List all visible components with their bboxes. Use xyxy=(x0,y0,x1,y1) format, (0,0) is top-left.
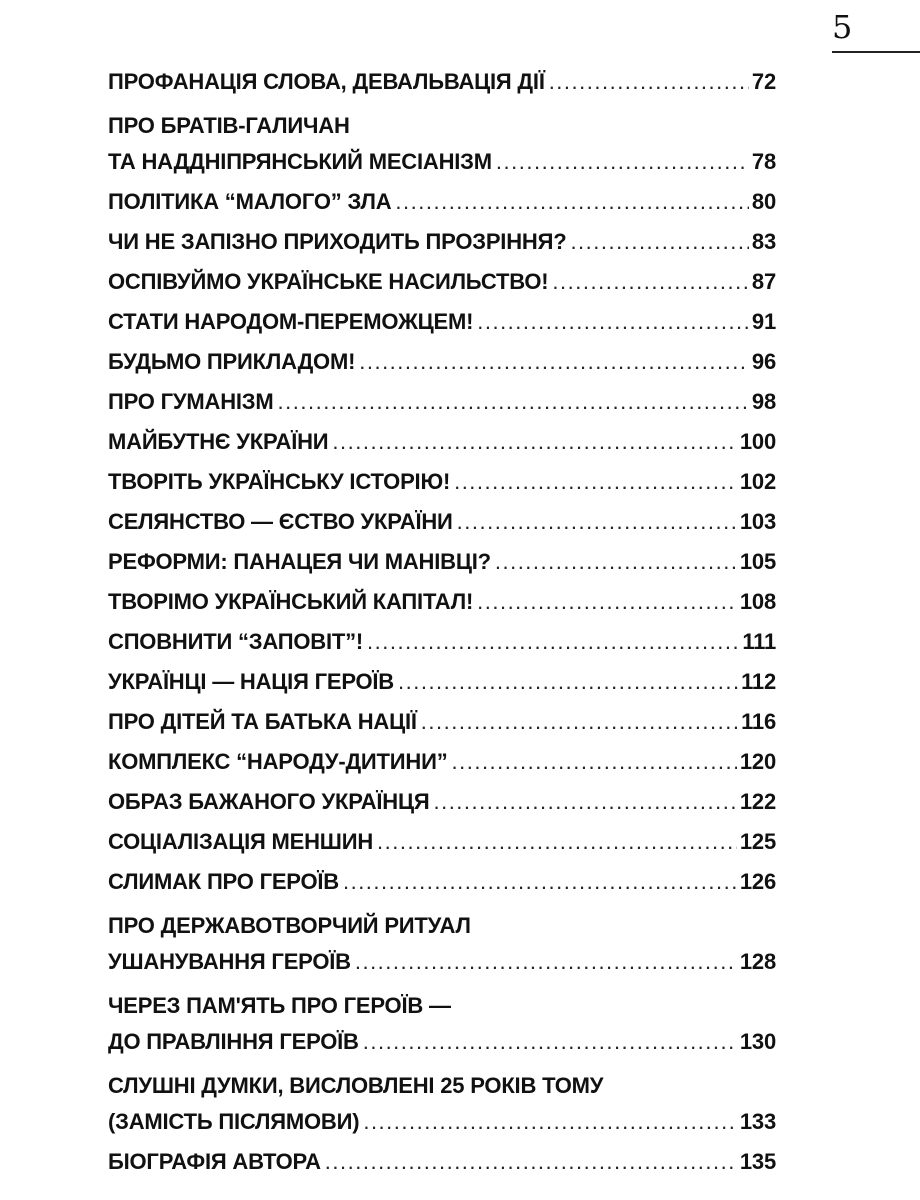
toc-dot-leader xyxy=(495,548,737,576)
toc-entry-line xyxy=(108,588,776,616)
toc-entry-page-number: 130 xyxy=(739,1029,776,1054)
toc-entry xyxy=(108,1148,776,1176)
toc-entry-page-number: 72 xyxy=(751,69,776,94)
toc-entry xyxy=(108,388,776,416)
page-number: 5 xyxy=(832,8,853,46)
toc-entry-title: УКРАЇНЦІ — НАЦІЯ ГЕРОЇВ xyxy=(108,669,394,694)
toc-entry-line xyxy=(108,188,776,216)
toc-entry-page-number: 122 xyxy=(739,789,776,814)
toc-entry xyxy=(108,508,776,536)
page-number-rule xyxy=(832,51,920,53)
toc-dot-leader xyxy=(359,348,749,376)
toc-entry-page-number: 108 xyxy=(739,589,776,614)
toc-entry-page-number: 103 xyxy=(739,509,776,534)
toc-entry xyxy=(108,188,776,216)
toc-entry-title: СОЦІАЛІЗАЦІЯ МЕНШИН xyxy=(108,829,374,854)
toc-entry-title: ПРОФАНАЦІЯ СЛОВА, ДЕВАЛЬВАЦІЯ ДІЇ xyxy=(108,69,545,94)
toc-dot-leader xyxy=(454,468,737,496)
toc-entry xyxy=(108,868,776,896)
toc-entry-title: МАЙБУТНЄ УКРАЇНИ xyxy=(108,429,329,454)
toc-entry-page-number: 125 xyxy=(739,829,776,854)
toc-dot-leader xyxy=(343,868,737,896)
toc-entry-line xyxy=(108,68,776,96)
toc-entry-title: КОМПЛЕКС “НАРОДУ-ДИТИНИ” xyxy=(108,749,448,774)
toc-entry-title-line: ПРО БРАТІВ-ГАЛИЧАН xyxy=(108,113,350,138)
toc-entry-title: ПРО ДІТЕЙ ТА БАТЬКА НАЦІЇ xyxy=(108,709,417,734)
toc-entry-page-number: 102 xyxy=(739,469,776,494)
toc-entry-page-number: 133 xyxy=(739,1109,776,1134)
toc-entry xyxy=(108,668,776,696)
toc-dot-leader xyxy=(325,1148,737,1176)
toc-entry-page-number: 116 xyxy=(741,709,776,734)
toc-dot-leader xyxy=(395,188,749,216)
toc-entry-line xyxy=(108,628,776,656)
toc-entry-line xyxy=(108,388,776,416)
toc-dot-leader xyxy=(477,308,749,336)
toc-entry-title: ТВОРІТЬ УКРАЇНСЬКУ ІСТОРІЮ! xyxy=(108,469,451,494)
toc-dot-leader xyxy=(570,228,748,256)
toc-dot-leader xyxy=(433,788,736,816)
toc-entry-line xyxy=(108,748,776,776)
toc-entry-page-number: 78 xyxy=(751,149,776,174)
toc-entry-title: ТА НАДДНІПРЯНСЬКИЙ МЕСІАНІЗМ xyxy=(108,149,492,174)
toc-entry-title: СЛИМАК ПРО ГЕРОЇВ xyxy=(108,869,339,894)
toc-entry-page-number: 111 xyxy=(742,629,776,654)
toc-entry xyxy=(108,228,776,256)
toc-entry-page-number: 98 xyxy=(751,389,776,414)
toc-entry-line xyxy=(108,1028,776,1056)
toc-entry-title: ПОЛІТИКА “МАЛОГО” ЗЛА xyxy=(108,189,392,214)
toc-dot-leader xyxy=(457,508,737,536)
toc-entry-title-line: ПРО ДЕРЖАВОТВОРЧИЙ РИТУАЛ xyxy=(108,913,471,938)
toc-entry xyxy=(108,348,776,376)
toc-entry-line xyxy=(108,708,776,736)
toc-entry-line xyxy=(108,308,776,336)
toc-entry-line xyxy=(108,508,776,536)
toc-entry-line xyxy=(108,668,776,696)
toc-entry-page-number: 120 xyxy=(739,749,776,774)
toc-entry-line xyxy=(108,468,776,496)
toc-entry-page-number: 128 xyxy=(739,949,776,974)
toc-entry-line xyxy=(108,788,776,816)
toc-entry-title: СТАТИ НАРОДОМ-ПЕРЕМОЖЦЕМ! xyxy=(108,309,474,334)
toc-entry xyxy=(108,1068,776,1136)
toc-entry-title-line: ЧЕРЕЗ ПАМ'ЯТЬ ПРО ГЕРОЇВ — xyxy=(108,993,451,1018)
toc-entry-page-number: 80 xyxy=(751,189,776,214)
toc-entry-title: ОБРАЗ БАЖАНОГО УКРАЇНЦЯ xyxy=(108,789,430,814)
toc-dot-leader xyxy=(496,148,749,176)
toc-entry xyxy=(108,308,776,336)
toc-entry-line xyxy=(108,428,776,456)
toc-entry-page-number: 105 xyxy=(739,549,776,574)
toc-entry-line xyxy=(108,228,776,256)
toc-dot-leader xyxy=(363,1028,737,1056)
toc-entry-title: УШАНУВАННЯ ГЕРОЇВ xyxy=(108,949,351,974)
toc-dot-leader xyxy=(452,748,737,776)
toc-entry-title: СПОВНИТИ “ЗАПОВІТ”! xyxy=(108,629,364,654)
toc-entry xyxy=(108,908,776,976)
toc-entry-title: ТВОРІМО УКРАЇНСЬКИЙ КАПІТАЛ! xyxy=(108,589,474,614)
toc-entry-page-number: 87 xyxy=(751,269,776,294)
toc-entry-line xyxy=(108,1108,776,1136)
toc-entry-line xyxy=(108,828,776,856)
toc-entry xyxy=(108,788,776,816)
toc-entry xyxy=(108,828,776,856)
toc-dot-leader xyxy=(363,1108,737,1136)
toc-dot-leader xyxy=(398,668,738,696)
toc-entry-title: СЕЛЯНСТВО — ЄСТВО УКРАЇНИ xyxy=(108,509,453,534)
toc-entry-line xyxy=(108,348,776,376)
toc-entry-title-line: СЛУШНІ ДУМКИ, ВИСЛОВЛЕНІ 25 РОКІВ ТОМУ xyxy=(108,1073,604,1098)
toc-entry xyxy=(108,68,776,96)
toc-entry xyxy=(108,108,776,176)
toc-entry-page-number: 83 xyxy=(751,229,776,254)
toc-entry-line xyxy=(108,868,776,896)
toc-entry-title: ОСПІВУЙМО УКРАЇНСЬКЕ НАСИЛЬСТВО! xyxy=(108,269,549,294)
toc-dot-leader xyxy=(367,628,739,656)
toc-dot-leader xyxy=(377,828,737,856)
toc-entry-page-number: 112 xyxy=(741,669,776,694)
toc-dot-leader xyxy=(477,588,737,616)
toc-dot-leader xyxy=(421,708,738,736)
toc-entry xyxy=(108,748,776,776)
toc-entry-title: ПРО ГУМАНІЗМ xyxy=(108,389,274,414)
toc-entry xyxy=(108,468,776,496)
toc-entry xyxy=(108,268,776,296)
toc-entry-line xyxy=(108,268,776,296)
toc-entry xyxy=(108,548,776,576)
toc-dot-leader xyxy=(355,948,737,976)
toc-entry xyxy=(108,628,776,656)
toc-entry-title: ЧИ НЕ ЗАПІЗНО ПРИХОДИТЬ ПРОЗРІННЯ? xyxy=(108,229,567,254)
toc-dot-leader xyxy=(552,268,749,296)
toc-entry-page-number: 91 xyxy=(751,309,776,334)
toc-entry-title: БУДЬМО ПРИКЛАДОМ! xyxy=(108,349,356,374)
toc-entry-page-number: 126 xyxy=(739,869,776,894)
toc-entry-title: БІОГРАФІЯ АВТОРА xyxy=(108,1149,321,1174)
toc-dot-leader xyxy=(278,388,749,416)
toc-dot-leader xyxy=(332,428,737,456)
toc-entry xyxy=(108,708,776,736)
toc-entry-title: РЕФОРМИ: ПАНАЦЕЯ ЧИ МАНІВЦІ? xyxy=(108,549,491,574)
toc-entry-line xyxy=(108,148,776,176)
toc-entry-page-number: 96 xyxy=(751,349,776,374)
toc-entry-page-number: 135 xyxy=(739,1149,776,1174)
toc-entry xyxy=(108,588,776,616)
toc-entry xyxy=(108,988,776,1056)
toc-entry-title: (ЗАМІСТЬ ПІСЛЯМОВИ) xyxy=(108,1109,360,1134)
toc-entry xyxy=(108,428,776,456)
toc-entry-line xyxy=(108,548,776,576)
table-of-contents xyxy=(108,68,776,1188)
toc-entry-line xyxy=(108,1148,776,1176)
toc-entry-line xyxy=(108,948,776,976)
toc-entry-title: ДО ПРАВЛІННЯ ГЕРОЇВ xyxy=(108,1029,359,1054)
toc-dot-leader xyxy=(549,68,749,96)
toc-entry-page-number: 100 xyxy=(739,429,776,454)
